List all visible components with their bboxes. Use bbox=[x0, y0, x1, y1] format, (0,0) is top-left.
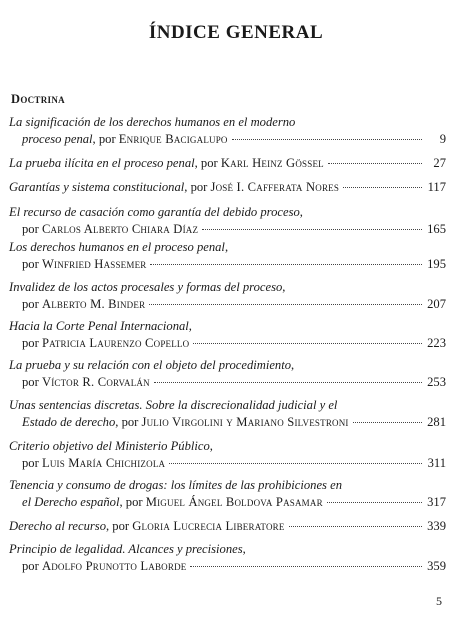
toc-entry-line bbox=[9, 397, 446, 414]
entry-separator: , bbox=[106, 519, 113, 533]
toc-entry-line bbox=[9, 239, 446, 256]
entry-author: Winfried Hassemer bbox=[41, 257, 147, 271]
entry-title: Hacia la Corte Penal Internacional bbox=[9, 319, 189, 333]
entry-title: Estado de derecho bbox=[22, 415, 116, 429]
entry-title: Criterio objetivo del Ministerio Público bbox=[9, 439, 210, 453]
entry-author: Luis María Chichizola bbox=[41, 456, 166, 470]
entry-separator: , bbox=[92, 132, 99, 146]
entry-title: La prueba ilícita en el proceso penal bbox=[9, 156, 195, 170]
entry-separator: , bbox=[291, 358, 295, 372]
entry-by: por bbox=[121, 415, 142, 429]
dot-leader bbox=[150, 264, 422, 265]
entry-by: por bbox=[190, 180, 211, 194]
entry-separator: , bbox=[209, 439, 213, 453]
entry-title: Unas sentencias discretas. Sobre la discrecionalidad judicial y el bbox=[9, 398, 338, 412]
toc-entry-line bbox=[9, 455, 446, 472]
toc-entry-line bbox=[9, 541, 446, 558]
entry-page: 359 bbox=[427, 559, 446, 573]
toc-entry-line bbox=[9, 335, 446, 352]
entry-author: Carlos Alberto Chiara Díaz bbox=[41, 222, 199, 236]
dot-leader bbox=[190, 566, 422, 567]
entry-author: Patricia Laurenzo Copello bbox=[41, 336, 190, 350]
entry-author: Miguel Ángel Boldova Pasamar bbox=[145, 495, 323, 509]
entry-page: 117 bbox=[427, 180, 446, 194]
toc-entry bbox=[9, 204, 446, 238]
entry-author: Víctor R. Corvalán bbox=[41, 375, 150, 389]
toc-entry-line bbox=[9, 179, 446, 196]
toc-entry bbox=[9, 279, 446, 313]
toc-entry bbox=[9, 397, 446, 431]
toc-entry-line bbox=[9, 221, 446, 238]
toc-entry bbox=[9, 438, 446, 472]
dot-leader bbox=[169, 463, 422, 464]
entry-page: 195 bbox=[427, 257, 446, 271]
toc-entry bbox=[9, 179, 446, 196]
toc-entry bbox=[9, 155, 446, 172]
dot-leader bbox=[289, 526, 422, 527]
entry-by: por bbox=[22, 456, 42, 470]
entry-separator: , bbox=[119, 495, 126, 509]
entry-page: 317 bbox=[427, 495, 446, 509]
dot-leader bbox=[193, 343, 422, 344]
entry-page: 9 bbox=[439, 132, 446, 146]
entry-by: por bbox=[22, 559, 42, 573]
toc-entry bbox=[9, 518, 446, 535]
toc-entry-line bbox=[9, 204, 446, 221]
toc-entry-line bbox=[9, 296, 446, 313]
entry-author: Adolfo Prunotto Laborde bbox=[41, 559, 187, 573]
page-number: 5 bbox=[436, 594, 442, 608]
entry-author: Karl Heinz Gössel bbox=[220, 156, 324, 170]
entry-author: José I. Cafferata Nores bbox=[210, 180, 340, 194]
dot-leader bbox=[353, 422, 422, 423]
toc-entry bbox=[9, 239, 446, 273]
entry-author: Julio Virgolini y Mariano Silvestroni bbox=[141, 415, 349, 429]
toc-entry-line bbox=[9, 374, 446, 391]
toc-entry bbox=[9, 541, 446, 575]
toc-entry-line bbox=[9, 155, 446, 172]
dot-leader bbox=[327, 502, 422, 503]
toc-entry-line bbox=[9, 518, 446, 535]
entry-page: 281 bbox=[427, 415, 446, 429]
entry-title: La prueba y su relación con el objeto del procedimiento bbox=[9, 358, 292, 372]
entry-title: proceso penal bbox=[22, 132, 93, 146]
entry-by: por bbox=[200, 156, 221, 170]
entry-author: Enrique Bacigalupo bbox=[118, 132, 228, 146]
toc-entry-line bbox=[9, 558, 446, 575]
entry-by: por bbox=[22, 375, 42, 389]
entry-page: 207 bbox=[427, 297, 446, 311]
entry-title: Derecho al recurso bbox=[9, 519, 106, 533]
toc-entry bbox=[9, 357, 446, 391]
toc-entry-line bbox=[9, 494, 446, 511]
toc-entry-line bbox=[9, 414, 446, 431]
entry-separator: , bbox=[224, 240, 229, 254]
entry-author: Alberto M. Binder bbox=[41, 297, 146, 311]
entry-separator: , bbox=[299, 205, 303, 219]
dot-leader bbox=[232, 139, 422, 140]
section-heading: Doctrina bbox=[11, 92, 65, 106]
entry-separator: , bbox=[184, 180, 191, 194]
dot-leader bbox=[149, 304, 422, 305]
entry-by: por bbox=[22, 336, 42, 350]
entry-separator: , bbox=[242, 542, 246, 556]
entry-by: por bbox=[22, 257, 42, 271]
toc-entry-line bbox=[9, 477, 446, 494]
toc-entry-line bbox=[9, 279, 446, 296]
toc-entry bbox=[9, 114, 446, 148]
entry-title: Los derechos humanos en el proceso penal bbox=[9, 240, 225, 254]
entry-title: El recurso de casación como garantía del debido proceso bbox=[9, 205, 300, 219]
entry-title: el Derecho español bbox=[22, 495, 120, 509]
entry-page: 311 bbox=[427, 456, 446, 470]
entry-page: 223 bbox=[427, 336, 446, 350]
toc-entry bbox=[9, 318, 446, 352]
entry-page: 165 bbox=[427, 222, 446, 236]
entry-title: Principio de legalidad. Alcances y precisiones bbox=[9, 542, 243, 556]
toc-entry-line bbox=[9, 357, 446, 374]
entry-title: Garantías y sistema constitucional bbox=[9, 180, 185, 194]
dot-leader bbox=[328, 163, 422, 164]
entry-title: La significación de los derechos humanos en el moderno bbox=[9, 115, 296, 129]
entry-author: Gloria Lucrecia Liberatore bbox=[132, 519, 285, 533]
entry-page: 339 bbox=[427, 519, 446, 533]
entry-by: por bbox=[112, 519, 133, 533]
toc-entry-line bbox=[9, 256, 446, 273]
entry-page: 253 bbox=[427, 375, 446, 389]
entry-separator: , bbox=[282, 280, 286, 294]
entry-page: 27 bbox=[433, 156, 446, 170]
entry-title: Invalidez de los actos procesales y formas del proceso bbox=[9, 280, 283, 294]
entry-by: por bbox=[98, 132, 119, 146]
dot-leader bbox=[154, 382, 422, 383]
toc-entry-line bbox=[9, 131, 446, 148]
entry-by: por bbox=[22, 222, 42, 236]
page-title: ÍNDICE GENERAL bbox=[148, 22, 324, 43]
toc-entry-line bbox=[9, 438, 446, 455]
dot-leader bbox=[343, 187, 422, 188]
entry-title: Tenencia y consumo de drogas: los límites de las prohibiciones en bbox=[9, 478, 342, 492]
entry-separator: , bbox=[188, 319, 192, 333]
entry-by: por bbox=[125, 495, 146, 509]
entry-separator: , bbox=[194, 156, 201, 170]
entry-by: por bbox=[22, 297, 42, 311]
toc-entry bbox=[9, 477, 446, 511]
entry-separator: , bbox=[115, 415, 122, 429]
toc-entry-line bbox=[9, 318, 446, 335]
dot-leader bbox=[202, 229, 422, 230]
toc-entry-line bbox=[9, 114, 446, 131]
